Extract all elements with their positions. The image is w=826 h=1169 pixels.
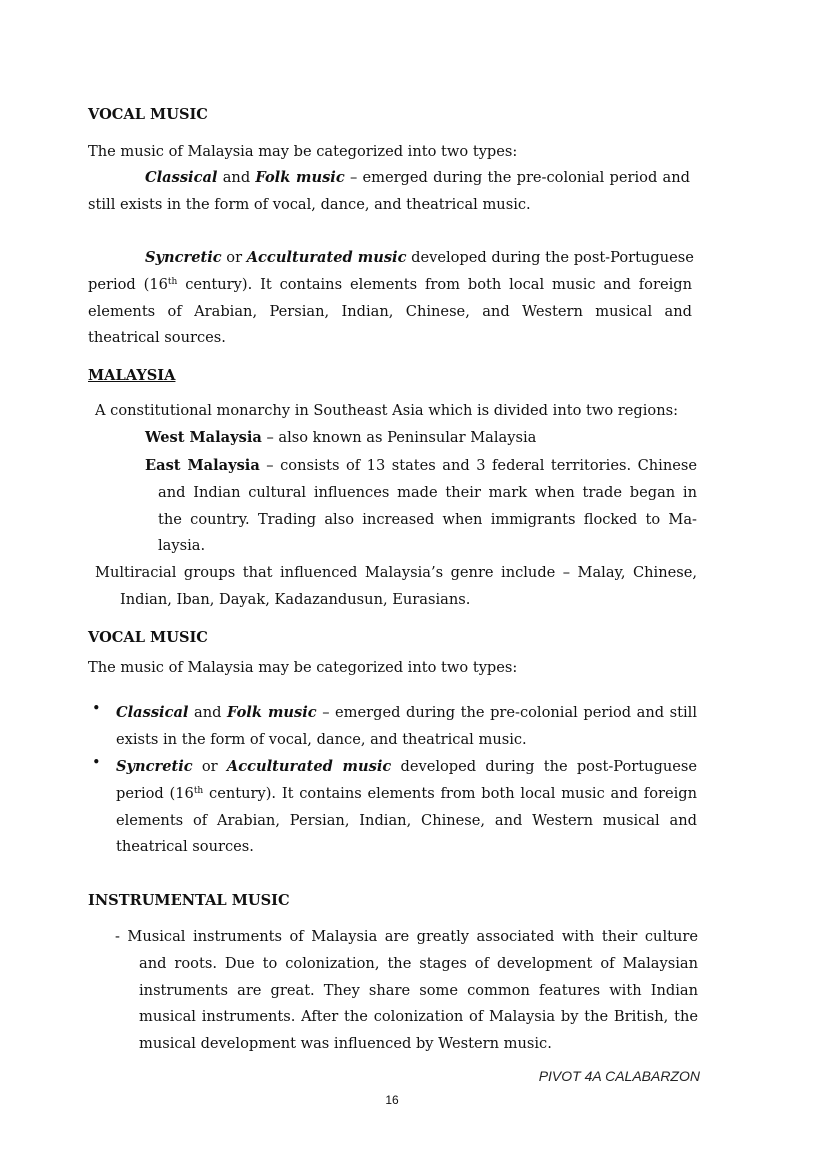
classical-folk-paragraph xyxy=(88,165,690,219)
page-number: 16 xyxy=(385,1093,399,1107)
heading-vocal-music-1 xyxy=(88,102,696,129)
emphasis-term: West Malaysia xyxy=(145,429,262,446)
text-line xyxy=(88,102,696,129)
text-run: A constitutional monarchy in Southeast Asia which is divided into two regions: xyxy=(95,402,679,419)
text-line xyxy=(88,299,692,326)
text-line xyxy=(88,363,696,390)
text-run: theatrical sources. xyxy=(116,838,254,856)
bullet-icon: • xyxy=(92,754,101,771)
text-line xyxy=(88,655,696,682)
text-line xyxy=(88,625,696,652)
text-line xyxy=(145,425,696,452)
text-line xyxy=(158,533,697,560)
emphasis-term: Folk music xyxy=(227,704,317,721)
text-run: the country. Trading also increased when immigrants flocked to Ma- xyxy=(158,510,697,528)
intro-paragraph-1 xyxy=(88,139,696,166)
text-line xyxy=(145,453,697,480)
text-run: or xyxy=(192,758,227,775)
text-run: instruments are great. They share some common features with Indian xyxy=(139,981,698,999)
text-line xyxy=(116,700,697,727)
text-line xyxy=(139,951,698,978)
east-malaysia xyxy=(145,453,697,560)
text-run: period (16 xyxy=(116,784,194,802)
text-run: or xyxy=(221,249,247,266)
heading-vocal-music-2 xyxy=(88,625,696,652)
text-run: elements of Arabian, Persian, Indian, Chinese, and Western musical and xyxy=(116,811,697,829)
text-line xyxy=(139,978,698,1005)
text-run: period (16 xyxy=(88,275,168,293)
bullet-icon: • xyxy=(92,700,101,717)
text-line xyxy=(88,192,690,219)
text-run: – also known as Peninsular Malaysia xyxy=(261,429,537,446)
text-run: – emerged during the pre-colonial period and still xyxy=(316,704,697,721)
emphasis-term: MALAYSIA xyxy=(88,367,176,384)
emphasis-term: Syncretic xyxy=(145,249,222,266)
text-run: The music of Malaysia may be categorized into two types: xyxy=(88,659,518,676)
emphasis-term: East Malaysia xyxy=(145,457,260,474)
bullet-classical-folk xyxy=(92,700,697,754)
text-line xyxy=(145,245,692,272)
text-line xyxy=(158,507,697,534)
text-run: exists in the form of vocal, dance, and theatrical music. xyxy=(116,730,527,748)
text-line xyxy=(145,165,690,192)
text-run: still exists in the form of vocal, dance, and theatrical music. xyxy=(88,195,531,213)
text-line xyxy=(88,272,692,299)
emphasis-term: Folk music xyxy=(255,169,345,186)
footer-organization: PIVOT 4A CALABARZON xyxy=(538,1068,700,1084)
text-run: developed during the post-Portuguese xyxy=(391,758,698,775)
text-line xyxy=(116,808,697,835)
text-line xyxy=(139,1031,698,1058)
text-run: Indian, Iban, Dayak, Kadazandusun, Eurasians. xyxy=(120,590,471,608)
malaysia-intro xyxy=(95,398,696,425)
text-line xyxy=(116,754,697,781)
text-line xyxy=(88,325,692,352)
text-line xyxy=(120,587,697,614)
text-run: developed during the post-Portuguese xyxy=(406,249,694,266)
superscript: th xyxy=(193,785,204,796)
emphasis-term: Classical xyxy=(145,169,218,186)
text-run: century). It contains elements from both local music and foreign xyxy=(203,784,697,802)
emphasis-term: Syncretic xyxy=(116,758,193,775)
text-run: theatrical sources. xyxy=(88,329,226,347)
emphasis-term: VOCAL MUSIC xyxy=(88,106,208,123)
superscript: th xyxy=(167,276,178,287)
text-line xyxy=(115,924,698,951)
heading-malaysia xyxy=(88,363,696,390)
text-line xyxy=(116,834,697,861)
west-malaysia xyxy=(145,425,696,452)
text-run: century). It contains elements from both local music and foreign xyxy=(177,275,692,293)
text-run: The music of Malaysia may be categorized into two types: xyxy=(88,143,518,160)
text-line xyxy=(158,480,697,507)
text-run: laysia. xyxy=(158,537,206,555)
text-run: and Indian cultural influences made their mark when trade began in xyxy=(158,483,697,501)
text-line xyxy=(95,560,697,587)
text-run: and xyxy=(188,704,228,721)
multiracial-paragraph xyxy=(95,560,697,614)
bullet-syncretic xyxy=(92,754,698,861)
emphasis-term: Acculturated music xyxy=(246,249,407,266)
text-run: musical instruments. After the colonization of Malaysia by the British, the xyxy=(139,1008,698,1026)
text-run: musical development was influenced by Western music. xyxy=(139,1035,552,1053)
text-line xyxy=(116,727,697,754)
text-run: and roots. Due to colonization, the stages of development of Malaysian xyxy=(139,954,698,972)
text-run: and xyxy=(217,169,256,186)
syncretic-paragraph xyxy=(88,245,692,352)
text-line xyxy=(116,781,697,808)
text-run: – emerged during the pre-colonial period and xyxy=(344,169,690,186)
text-run: – consists of 13 states and 3 federal territories. Chinese xyxy=(259,457,697,474)
emphasis-term: Classical xyxy=(116,704,189,721)
text-run: Multiracial groups that influenced Malaysia’s genre include – Malay, Chinese, xyxy=(95,564,697,581)
text-run: elements of Arabian, Persian, Indian, Chinese, and Western musical and xyxy=(88,302,692,320)
text-line xyxy=(139,1004,698,1031)
intro-paragraph-2 xyxy=(88,655,696,682)
text-line xyxy=(95,398,696,425)
emphasis-term: VOCAL MUSIC xyxy=(88,629,208,646)
heading-instrumental-music xyxy=(88,888,696,915)
text-line xyxy=(88,139,696,166)
text-line xyxy=(88,888,696,915)
emphasis-term: INSTRUMENTAL MUSIC xyxy=(88,892,290,909)
text-run: - Musical instruments of Malaysia are greatly associated with their culture xyxy=(115,928,698,945)
instrumental-paragraph xyxy=(115,924,698,1058)
emphasis-term: Acculturated music xyxy=(226,758,392,775)
